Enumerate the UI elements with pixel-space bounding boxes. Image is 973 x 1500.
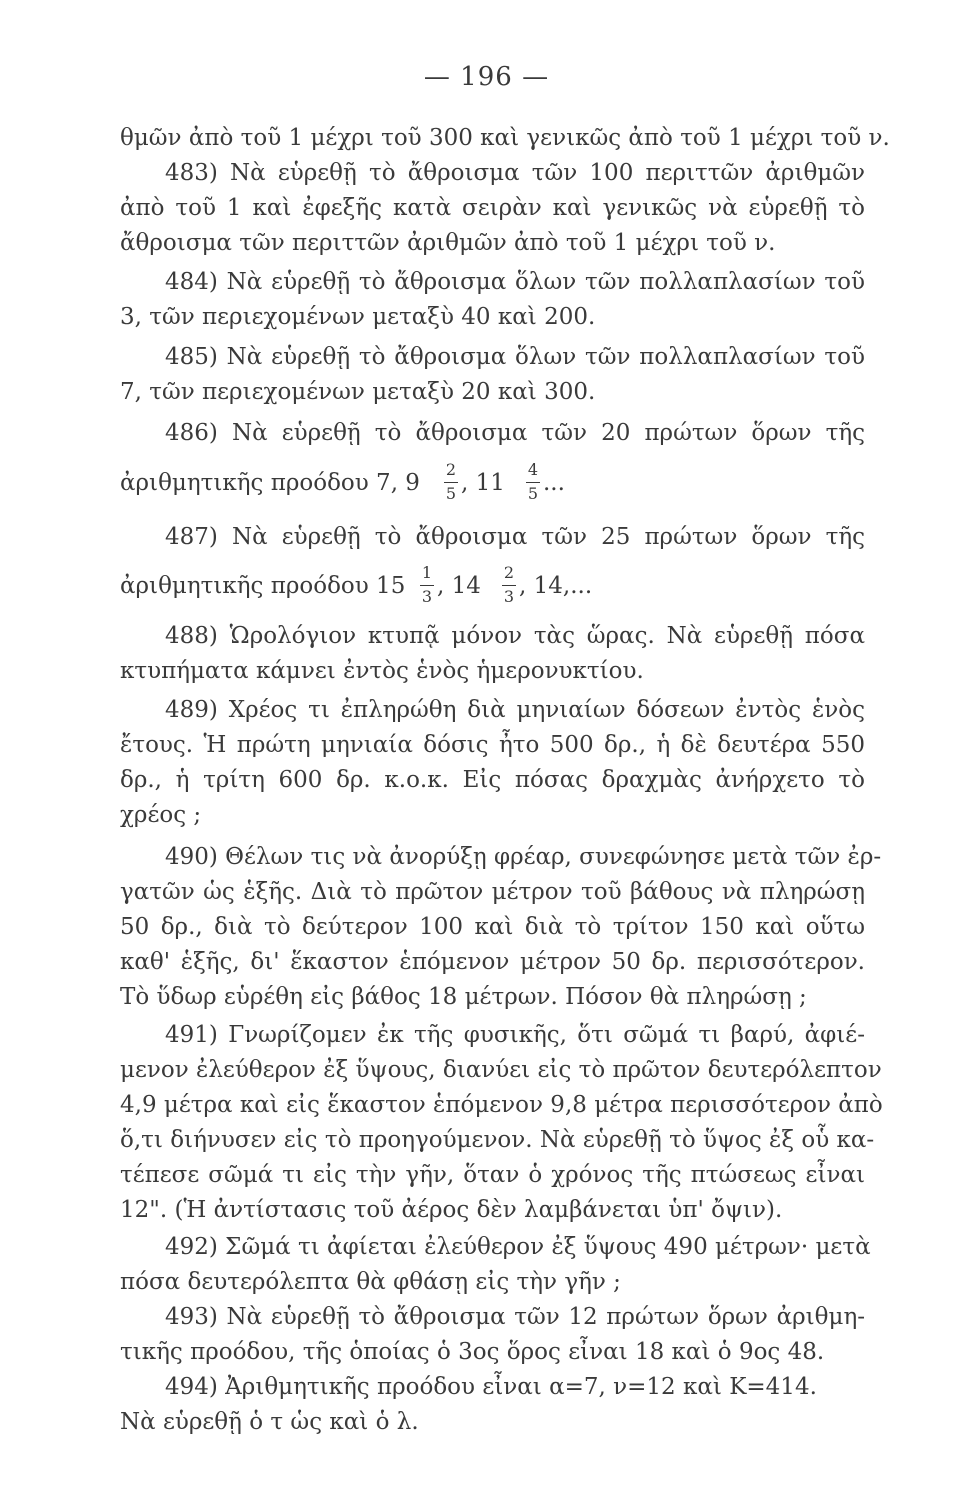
text-line: 3, τῶν περιεχομένων μεταξὺ 40 καὶ 200. — [120, 304, 596, 330]
progression-text: ... — [543, 470, 565, 496]
text-line: θμῶν ἀπὸ τοῦ 1 μέχρι τοῦ 300 καὶ γενικῶς ἀπὸ τοῦ 1 μέχρι τοῦ ν. — [120, 125, 890, 151]
fraction-bar — [444, 482, 458, 483]
problem-490-line-1: 490) Θέλων τις νὰ ἀνορύξῃ φρέαρ, συνεφώνησε μετὰ τῶν ἐρ- — [165, 844, 882, 870]
text-line: 12". (Ἡ ἀντίστασις τοῦ ἀέρος δὲν λαμβάνεται ὑπ' ὄψιν). — [120, 1197, 783, 1223]
problem-493-line-1: 493) Νὰ εὑρεθῇ τὸ ἄθροισμα τῶν 12 πρώτων ὅρων ἀριθμη- — [165, 1304, 865, 1330]
fraction-denominator: 3 — [421, 587, 433, 606]
problem-492-line-1: 492) Σῶμά τι ἀφίεται ἐλεύθερον ἐξ ὕψους 490 μέτρων· μετὰ — [165, 1234, 871, 1260]
text-line: ἔτους. Ἡ πρώτη μηνιαία δόσις ἦτο 500 δρ., ἡ δὲ δευτέρα 550 — [120, 732, 865, 758]
problem-494-line-1: 494) Ἀριθμητικῆς προόδου εἶναι α=7, ν=12 καὶ Κ=414. — [165, 1374, 817, 1400]
fraction-denominator: 5 — [527, 484, 539, 503]
problem-487-line-1: 487) Νὰ εὑρεθῇ τὸ ἄθροισμα τῶν 25 πρώτων ὅρων τῆς — [165, 524, 865, 550]
text-line: χρέος ; — [120, 802, 202, 828]
problem-486-line-1: 486) Νὰ εὑρεθῇ τὸ ἄθροισμα τῶν 20 πρώτων ὅρων τῆς — [165, 420, 865, 446]
page-number: — 196 — — [423, 62, 550, 92]
progression-text: , 14 — [437, 573, 481, 599]
fraction-bar — [526, 482, 540, 483]
fraction-numerator: 2 — [503, 563, 515, 582]
fraction-bar — [420, 585, 434, 586]
progression-text: , 14,... — [519, 573, 593, 599]
fraction-numerator: 4 — [527, 460, 539, 479]
text-line: δρ., ἡ τρίτη 600 δρ. κ.ο.κ. Εἰς πόσας δραχμὰς ἀνήρχετο τὸ — [120, 767, 865, 793]
text-line: τικῆς προόδου, τῆς ὁποίας ὁ 3ος ὅρος εἶναι 18 καὶ ὁ 9ος 48. — [120, 1339, 825, 1365]
fraction-denominator: 3 — [503, 587, 515, 606]
problem-485-line-1: 485) Νὰ εὑρεθῇ τὸ ἄθροισμα ὅλων τῶν πολλαπλασίων τοῦ — [165, 344, 865, 370]
text-line: πόσα δευτερόλεπτα θὰ φθάσῃ εἰς τὴν γῆν ; — [120, 1269, 621, 1295]
problem-486-progression — [120, 456, 865, 508]
problem-488-line-1: 488) Ὡρολόγιον κτυπᾷ μόνον τὰς ὥρας. Νὰ εὑρεθῇ πόσα — [165, 623, 865, 649]
problem-483-line-1: 483) Νὰ εὑρεθῇ τὸ ἄθροισμα τῶν 100 περιττῶν ἀριθμῶν — [165, 160, 865, 186]
text-line: τέπεσε σῶμά τι εἰς τὴν γῆν, ὅταν ὁ χρόνος τῆς πτώσεως εἶναι — [120, 1162, 865, 1188]
text-line: 4,9 μέτρα καὶ εἰς ἕκαστον ἑπόμενον 9,8 μέτρα περισσότερον ἀπὸ — [120, 1092, 883, 1118]
progression-text: , 11 — [461, 470, 505, 496]
problem-484-line-1: 484) Νὰ εὑρεθῇ τὸ ἄθροισμα ὅλων τῶν πολλαπλασίων τοῦ — [165, 269, 865, 295]
fraction-bar — [502, 585, 516, 586]
text-line: Τὸ ὕδωρ εὑρέθη εἰς βάθος 18 μέτρων. Πόσον θὰ πληρώσῃ ; — [120, 984, 807, 1010]
text-line: Νὰ εὑρεθῇ ὁ τ ὡς καὶ ὁ λ. — [120, 1409, 419, 1435]
progression-text: ἀριθμητικῆς προόδου 7, 9 — [120, 470, 420, 496]
text-line: γατῶν ὡς ἑξῆς. Διὰ τὸ πρῶτον μέτρον τοῦ βάθους νὰ πληρώσῃ — [120, 879, 865, 905]
text-line: καθ' ἑξῆς, δι' ἕκαστον ἑπόμενον μέτρον 50 δρ. περισσότερον. — [120, 949, 865, 975]
progression-text: ἀριθμητικῆς προόδου 15 — [120, 573, 406, 599]
fraction-numerator: 2 — [445, 460, 457, 479]
text-line: 50 δρ., διὰ τὸ δεύτερον 100 καὶ διὰ τὸ τρίτον 150 καὶ οὕτω — [120, 914, 865, 940]
text-line: ἄθροισμα τῶν περιττῶν ἀριθμῶν ἀπὸ τοῦ 1 μέχρι τοῦ ν. — [120, 230, 776, 256]
text-line: κτυπήματα κάμνει ἐντὸς ἑνὸς ἡμερονυκτίου. — [120, 658, 644, 684]
problem-491-line-1: 491) Γνωρίζομεν ἐκ τῆς φυσικῆς, ὅτι σῶμά τι βαρύ, ἀφιέ- — [165, 1022, 865, 1048]
text-line: μενον ἐλεύθερον ἐξ ὕψους, διανύει εἰς τὸ πρῶτον δευτερόλεπτον — [120, 1057, 882, 1083]
text-line: ὅ,τι διήνυσεν εἰς τὸ προηγούμενον. Νὰ εὑρεθῇ τὸ ὕψος ἐξ οὗ κα- — [120, 1127, 875, 1153]
fraction-denominator: 5 — [445, 484, 457, 503]
fraction-numerator: 1 — [421, 563, 433, 582]
problem-487-progression — [120, 559, 865, 611]
text-line: ἀπὸ τοῦ 1 καὶ ἐφεξῆς κατὰ σειρὰν καὶ γενικῶς νὰ εὑρεθῇ τὸ — [120, 195, 865, 221]
problem-489-line-1: 489) Χρέος τι ἐπληρώθη διὰ μηνιαίων δόσεων ἐντὸς ἑνὸς — [165, 697, 865, 723]
text-line: 7, τῶν περιεχομένων μεταξὺ 20 καὶ 300. — [120, 379, 596, 405]
